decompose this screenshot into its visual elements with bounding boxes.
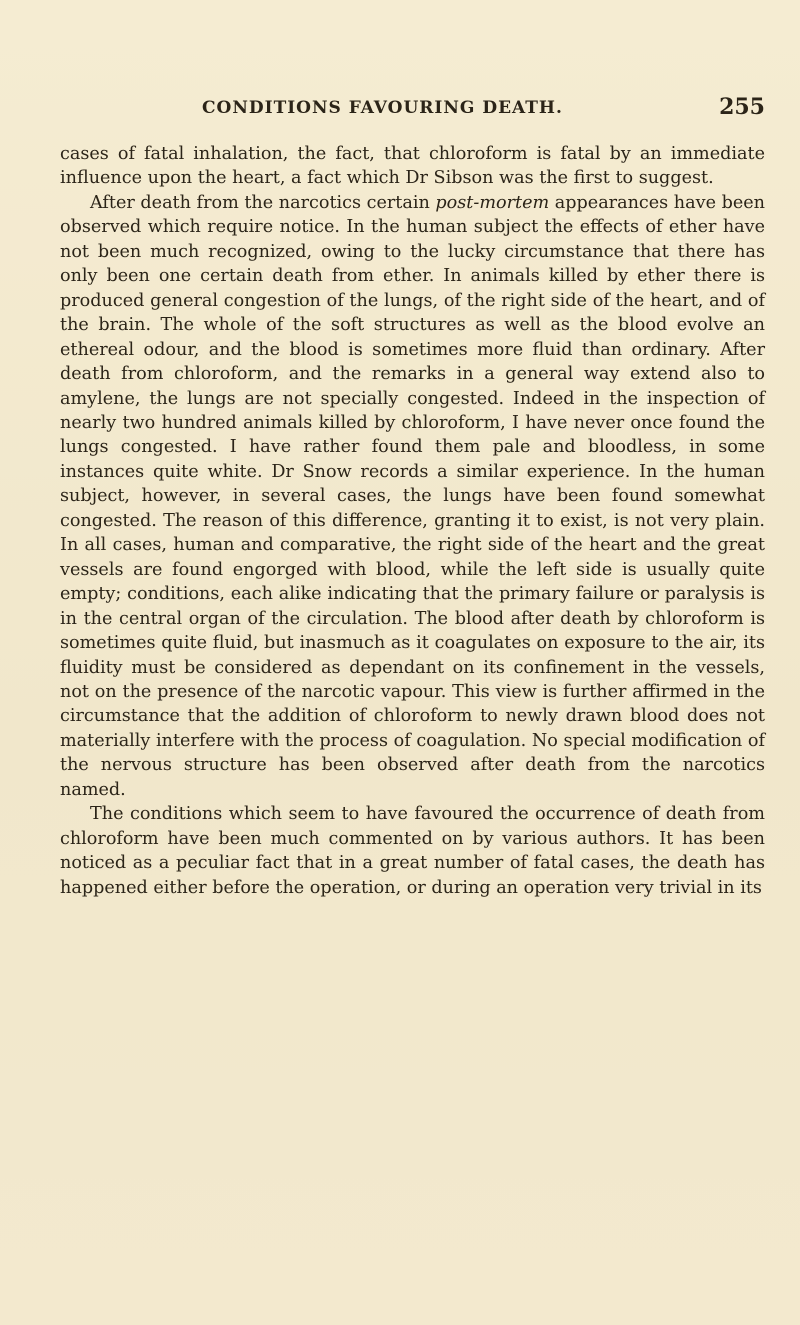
- running-head: CONDITIONS FAVOURING DEATH.: [202, 98, 563, 118]
- paragraph-text-start: After death from the narcotics certain: [90, 192, 436, 213]
- page-header: [60, 94, 765, 128]
- body-text: [60, 142, 765, 900]
- paragraph-conditions: The conditions which seem to have favoured the occurrence of death from chloroform have been much commented on by various authors. It has been noticed as a peculiar fact that in a great number of fatal cases, the death has happened either before the operation, or during an operation very trivial in its: [60, 804, 765, 898]
- paragraph-post-mortem: [60, 191, 765, 802]
- italic-term: post-mortem: [435, 192, 550, 213]
- paragraph-text-rest: appearances have been observed which require notice. In the human subject the effects of ether have not been much recognized, owing to the lucky circumstance that there has only been one certain death from ether. In animals killed by ether there is produced general congestion of the lungs, of the right side of the heart, and of the brain. The whole of the soft structures as well as the blood evolve an ethereal odour, and the blood is sometimes more fluid than ordinary. After death from chloroform, and the remarks in a general way extend also to amylene, the lungs are not specially congested. Indeed in the inspection of nearly two hundred animals killed by chloroform, I have never once found the lungs congested. I have rather found them pale and bloodless, in some instances quite white. Dr Snow records a similar experience. In the human subject, however, in several cases, the lungs have been found somewhat congested. The reason of this difference, granting it to exist, is not very plain. In all cases, human and comparative, the right side of the heart and the great vessels are found engorged with blood, while the left side is usually quite empty; conditions, each alike indicating that the primary failure or paralysis is in the central organ of the circulation. The blood after death by chloroform is sometimes quite fluid, but inasmuch as it coagulates on exposure to the air, its fluidity must be considered as dependant on its confinement in the vessels, not on the presence of the narcotic vapour. This view is further affirmed in the circumstance that the addition of chloroform to newly drawn blood does not materially interfere with the process of coagulation. No special modification of the nervous structure has been observed after death from the narcotics named.: [60, 192, 765, 800]
- page-number: 255: [719, 94, 765, 120]
- paragraph-continuation: cases of fatal inhalation, the fact, that chloroform is fatal by an immediate influence upon the heart, a fact which Dr Sibson was the first to suggest.: [60, 144, 765, 189]
